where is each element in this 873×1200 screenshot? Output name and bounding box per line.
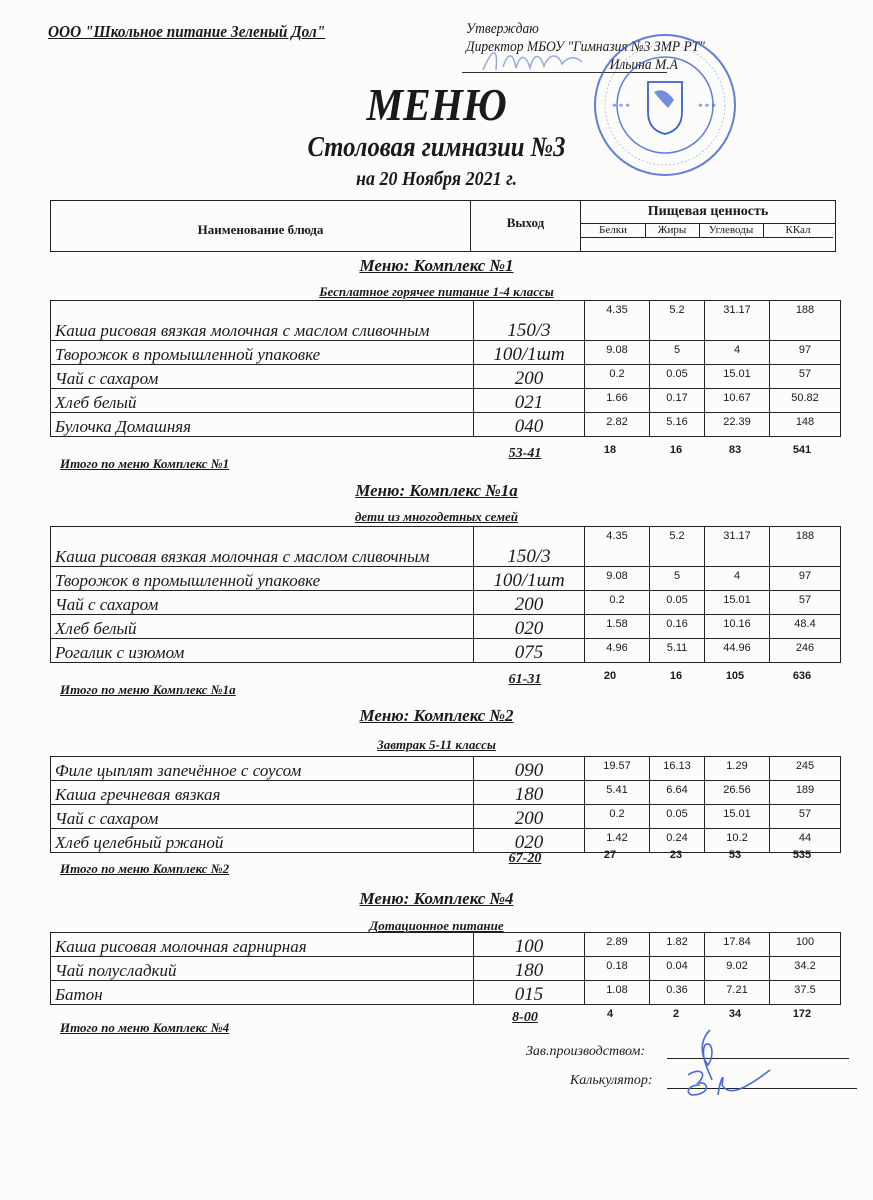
dish-output: 020 [474,829,585,853]
section-title-text: Меню: Комплекс №1а [355,481,518,500]
dish-fat: 1.82 [650,933,705,957]
section-total-output [470,851,580,867]
calculator-label: Калькулятор: [570,1073,653,1088]
header-carbs: Углеводы [699,223,764,238]
signatures-icon [670,1025,780,1100]
dish-kcal: 188 [770,527,841,567]
dish-fat: 0.24 [650,829,705,853]
dish-carbs: 44.96 [705,639,770,663]
table-row [51,591,841,615]
section-total-output-text: 67-20 [508,851,542,866]
dish-fat: 0.05 [650,805,705,829]
dish-protein: 0.2 [585,591,650,615]
table-row [51,413,841,437]
header-dish: Наименование блюда [51,201,471,251]
section-total-kcal: 541 [792,444,812,456]
table-row [51,981,841,1005]
dish-name: Хлеб белый [51,389,474,413]
dish-name: Рогалик с изюмом [51,639,474,663]
dish-output: 021 [474,389,585,413]
dish-carbs: 22.39 [705,413,770,437]
dish-output: 020 [474,615,585,639]
dish-name: Хлеб целебный ржаной [51,829,474,853]
menu-table [50,300,841,437]
section-title [0,256,873,276]
dish-kcal: 97 [770,341,841,365]
section-total-carbs: 34 [728,1008,742,1020]
section-subtitle-text: Бесплатное горячее питание 1-4 классы [319,284,554,299]
dish-protein: 2.82 [585,413,650,437]
dish-name: Творожок в промышленной упаковке [51,567,474,591]
dish-name: Чай с сахаром [51,365,474,389]
section-title-text: Меню: Комплекс №4 [359,889,514,908]
dish-kcal: 44 [770,829,841,853]
dish-name: Чай с сахаром [51,805,474,829]
dish-protein: 9.08 [585,567,650,591]
dish-carbs: 31.17 [705,301,770,341]
header-nutrition: Пищевая ценность [581,201,835,224]
section-total-protein: 20 [603,670,617,682]
section-total-label [60,1020,229,1036]
section-total-fat: 16 [669,670,683,682]
table-row [51,389,841,413]
section-total-label-text: Итого по меню Комплекс №1 [60,456,230,471]
dish-fat: 5.2 [650,301,705,341]
dish-fat: 5 [650,567,705,591]
dish-fat: 5.11 [650,639,705,663]
dish-output: 100 [474,933,585,957]
dish-kcal: 50.82 [770,389,841,413]
dish-fat: 5 [650,341,705,365]
section-total-carbs: 53 [728,849,742,861]
section-title-text: Меню: Комплекс №1 [359,256,514,275]
section-subtitle [0,509,873,525]
dish-fat: 0.17 [650,389,705,413]
section-total-carbs: 105 [725,670,745,682]
dish-output: 180 [474,957,585,981]
dish-output: 075 [474,639,585,663]
table-row [51,365,841,389]
organization-name: ООО "Школьное питание Зеленый Дол" [48,22,326,41]
dish-protein: 4.35 [585,301,650,341]
dish-carbs: 15.01 [705,591,770,615]
dish-kcal: 57 [770,591,841,615]
dish-carbs: 10.2 [705,829,770,853]
dish-carbs: 26.56 [705,781,770,805]
dish-output: 015 [474,981,585,1005]
section-total-output [470,672,580,688]
table-row [51,933,841,957]
dish-kcal: 48.4 [770,615,841,639]
dish-output: 150/3 [474,527,585,567]
section-total-label-text: Итого по меню Комплекс №1а [60,682,236,697]
dish-name: Каша гречневая вязкая [51,781,474,805]
dish-output: 200 [474,365,585,389]
approve-label: Утверждаю [466,21,539,37]
table-row [51,301,841,341]
dish-output: 090 [474,757,585,781]
dish-name: Батон [51,981,474,1005]
dish-fat: 0.04 [650,957,705,981]
dish-protein: 1.08 [585,981,650,1005]
dish-carbs: 10.67 [705,389,770,413]
dish-protein: 5.41 [585,781,650,805]
dish-kcal: 148 [770,413,841,437]
dish-name: Хлеб белый [51,615,474,639]
section-total-kcal: 172 [792,1008,812,1020]
dish-carbs: 10.16 [705,615,770,639]
dish-kcal: 97 [770,567,841,591]
section-total-output-text: 53-41 [508,446,542,461]
dish-output: 200 [474,591,585,615]
dish-output: 040 [474,413,585,437]
director-name: Ильина М.А [609,57,678,73]
section-total-fat: 16 [669,444,683,456]
section-total-output [470,1010,580,1026]
section-total-label [60,456,229,472]
dish-protein: 1.58 [585,615,650,639]
header-output: Выход [471,201,581,251]
section-total-output [470,446,580,462]
section-subtitle-text: Дотационное питание [369,918,504,933]
header-fat: Жиры [645,223,700,238]
table-row [51,805,841,829]
table-row [51,615,841,639]
dish-protein: 4.35 [585,527,650,567]
director-signature-icon [478,42,588,77]
dish-kcal: 246 [770,639,841,663]
section-total-label [60,861,229,877]
section-total-carbs: 83 [728,444,742,456]
dish-protein: 1.66 [585,389,650,413]
header-kcal: ККал [763,223,833,238]
dish-fat: 16.13 [650,757,705,781]
dish-kcal: 189 [770,781,841,805]
section-subtitle-text: дети из многодетных семей [354,509,519,524]
dish-kcal: 34.2 [770,957,841,981]
dish-protein: 0.18 [585,957,650,981]
table-row [51,757,841,781]
dish-fat: 0.05 [650,365,705,389]
dish-carbs: 31.17 [705,527,770,567]
page-title: МЕНЮ [366,79,507,130]
dish-fat: 0.36 [650,981,705,1005]
dish-carbs: 1.29 [705,757,770,781]
section-title [0,889,873,909]
dish-fat: 0.05 [650,591,705,615]
dish-output: 100/1шт [474,341,585,365]
dish-protein: 0.2 [585,365,650,389]
header-protein: Белки [581,223,646,238]
section-total-output-text: 61-31 [508,672,542,687]
section-total-fat: 2 [672,1008,680,1020]
table-row [51,639,841,663]
section-subtitle [0,737,873,753]
dish-kcal: 37.5 [770,981,841,1005]
section-total-protein: 4 [606,1008,614,1020]
dish-output: 200 [474,805,585,829]
dish-carbs: 4 [705,567,770,591]
dish-protein: 0.2 [585,805,650,829]
dish-name: Чай полусладкий [51,957,474,981]
dish-carbs: 9.02 [705,957,770,981]
table-row [51,341,841,365]
dish-carbs: 7.21 [705,981,770,1005]
section-total-label-text: Итого по меню Комплекс №2 [60,861,230,876]
dish-name: Чай с сахаром [51,591,474,615]
table-row [51,781,841,805]
section-total-kcal: 636 [792,670,812,682]
table-row [51,567,841,591]
dish-protein: 9.08 [585,341,650,365]
dish-kcal: 245 [770,757,841,781]
menu-date: на 20 Ноября 2021 г. [356,168,517,190]
dish-name: Каша рисовая молочная гарнирная [51,933,474,957]
dish-protein: 1.42 [585,829,650,853]
dish-name: Творожок в промышленной упаковке [51,341,474,365]
dish-kcal: 100 [770,933,841,957]
dish-name: Каша рисовая вязкая молочная с маслом сливочным [51,527,474,567]
section-total-kcal: 535 [792,849,812,861]
dish-fat: 6.64 [650,781,705,805]
section-total-label [60,682,236,698]
dish-name: Каша рисовая вязкая молочная с маслом сливочным [51,301,474,341]
page-subtitle: Столовая гимназии №3 [307,132,566,163]
section-title [0,481,873,501]
table-row [51,957,841,981]
menu-table [50,526,841,663]
section-title-text: Меню: Комплекс №2 [359,706,514,725]
section-title [0,706,873,726]
table-header [50,200,836,252]
director-title: Директор МБОУ "Гимназия №3 ЗМР РТ" [466,39,705,55]
dish-protein: 19.57 [585,757,650,781]
svg-text:* * *: * * * [612,102,630,112]
section-total-protein: 27 [603,849,617,861]
section-total-fat: 23 [669,849,683,861]
menu-table [50,756,841,853]
dish-kcal: 57 [770,365,841,389]
dish-carbs: 17.84 [705,933,770,957]
dish-carbs: 4 [705,341,770,365]
table-row [51,527,841,567]
dish-output: 150/3 [474,301,585,341]
section-total-output-text: 8-00 [512,1010,538,1025]
dish-protein: 4.96 [585,639,650,663]
dish-carbs: 15.01 [705,365,770,389]
section-total-label-text: Итого по меню Комплекс №4 [60,1020,230,1035]
dish-fat: 0.16 [650,615,705,639]
production-head-label: Зав.производством: [526,1044,646,1059]
dish-name: Филе цыплят запечённое с соусом [51,757,474,781]
dish-carbs: 15.01 [705,805,770,829]
dish-kcal: 57 [770,805,841,829]
svg-text:* * *: * * * [698,102,716,112]
dish-output: 100/1шт [474,567,585,591]
dish-protein: 2.89 [585,933,650,957]
menu-table [50,932,841,1005]
dish-fat: 5.2 [650,527,705,567]
dish-fat: 5.16 [650,413,705,437]
dish-name: Булочка Домашняя [51,413,474,437]
dish-output: 180 [474,781,585,805]
section-subtitle [0,284,873,300]
dish-kcal: 188 [770,301,841,341]
section-subtitle-text: Завтрак 5-11 классы [377,737,496,752]
section-total-protein: 18 [603,444,617,456]
